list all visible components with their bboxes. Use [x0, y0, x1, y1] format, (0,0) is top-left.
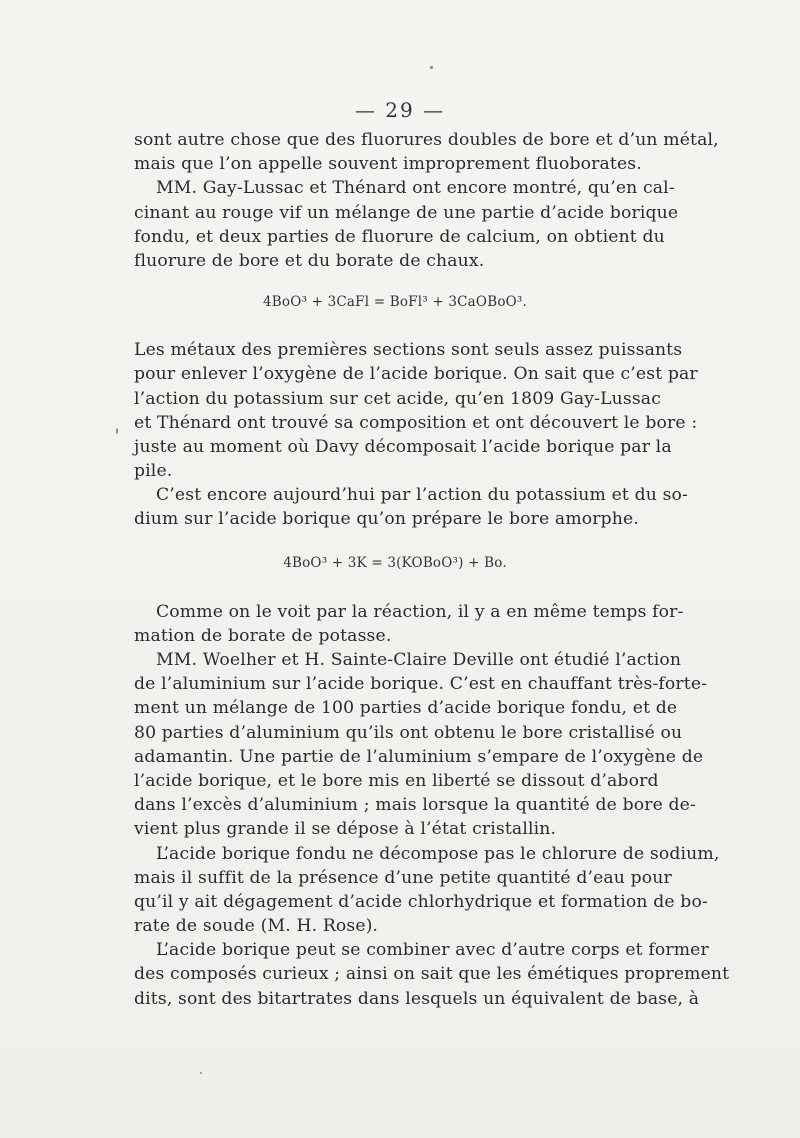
text-line: l’action du potassium sur cet acide, qu’en 1809 Gay-Lussac	[134, 388, 661, 409]
ink-speck	[200, 1072, 202, 1074]
text-line: fondu, et deux parties de fluorure de calcium, on obtient du	[134, 226, 665, 247]
text-line: des composés curieux ; ainsi on sait que les émétiques proprement	[134, 964, 730, 985]
text-line: l’acide borique, et le bore mis en liberté se dissout d’abord	[134, 770, 659, 791]
text-line: de l’aluminium sur l’acide borique. C’est en chauffant très-forte-	[134, 674, 708, 695]
text-line: dits, sont des bitartrates dans lesquels un équivalent de base, à	[134, 988, 700, 1009]
text-line: pile.	[134, 461, 173, 482]
text-line: dium sur l’acide borique qu’on prépare le bore amorphe.	[134, 509, 639, 530]
paragraph	[134, 128, 719, 176]
text-line: MM. Woelher et H. Sainte-Claire Deville ont étudié l’action	[156, 650, 682, 670]
paragraph	[134, 338, 698, 483]
text-line: pour enlever l’oxygène de l’acide borique. On sait que c’est par	[134, 364, 698, 385]
paragraph	[134, 938, 730, 1011]
ink-speck	[430, 66, 433, 69]
text-line: fluorure de bore et du borate de chaux.	[134, 250, 485, 271]
text-line: C’est encore aujourd’hui par l’action du potassium et du so-	[156, 485, 688, 506]
text-line: sont autre chose que des fluorures doubles de bore et d’un métal,	[134, 130, 719, 150]
text-line: qu’il y ait dégagement d’acide chlorhydrique et formation de bo-	[134, 891, 708, 912]
text-line: 80 parties d’aluminium qu’ils ont obtenu le bore cristallisé ou	[134, 722, 683, 743]
text-line: L’acide borique peut se combiner avec d’autre corps et former	[156, 940, 709, 961]
text-line: vient plus grande il se dépose à l’état cristallin.	[134, 819, 557, 840]
text-line: et Thénard ont trouvé sa composition et ont découvert le bore :	[134, 412, 698, 433]
chemical-equation: 4BoO³ + 3K = 3(KOBoO³) + Bo.	[283, 554, 507, 571]
text-line: adamantin. Une partie de l’aluminium s’empare de l’oxygène de	[134, 746, 704, 767]
text-line: dans l’excès d’aluminium ; mais lorsque la quantité de bore de-	[134, 795, 696, 816]
paragraph	[134, 842, 720, 939]
text-line: Comme on le voit par la réaction, il y a en même temps for-	[156, 601, 684, 622]
paragraph	[134, 176, 679, 273]
paragraph	[134, 483, 688, 531]
body-text	[134, 128, 730, 1011]
text-line: rate de soude (M. H. Rose).	[134, 916, 379, 937]
text-line: Les métaux des premières sections sont seuls assez puissants	[134, 340, 683, 361]
text-line: MM. Gay-Lussac et Thénard ont encore montré, qu’en cal-	[156, 178, 675, 199]
chemical-equation: 4BoO³ + 3CaFl = BoFl³ + 3CaOBoO³.	[262, 294, 528, 311]
page-number: — 29 —	[354, 98, 446, 122]
ink-speck	[116, 428, 118, 434]
text-line: cinant au rouge vif un mélange de une partie d’acide borique	[134, 202, 679, 223]
paragraph	[134, 648, 708, 842]
text-line: mais il suffit de la présence d’une petite quantité d’eau pour	[134, 867, 672, 888]
text-line: mais que l’on appelle souvent improprement fluoborates.	[134, 154, 642, 175]
text-line: mation de borate de potasse.	[134, 625, 392, 646]
text-line: juste au moment où Davy décomposait l’acide borique par la	[134, 436, 672, 457]
text-line: ment un mélange de 100 parties d’acide borique fondu, et de	[134, 698, 678, 719]
paragraph	[134, 600, 684, 648]
text-line: L’acide borique fondu ne décompose pas le chlorure de sodium,	[156, 843, 720, 864]
